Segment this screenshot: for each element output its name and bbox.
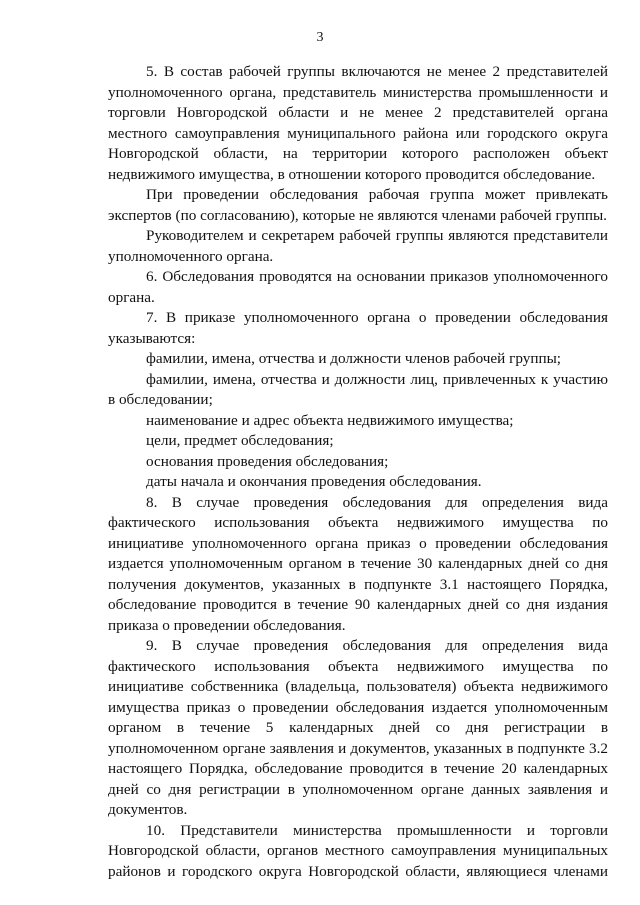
list-item-members: фамилии, имена, отчества и должности членов рабочей группы; bbox=[146, 350, 561, 367]
paragraph-8: 8. В случае проведения обследования для определения вида фактического использования объекта недвижимого имущества по инициативе уполномоченного органа приказ о проведении обследования издается уполномоченным органом в течение 30 календарных дней со дня получения документов, указанных в подпункте 3.1 настоящего Порядка, обследование проводится в течение 90 календарных дней со дня издания приказа о проведении обследования. bbox=[108, 493, 608, 634]
list-item-goals: цели, предмет обследования; bbox=[146, 432, 334, 449]
paragraph-5: 5. В состав рабочей группы включаются не менее 2 представителей уполномоченного органа, представитель министерства промышленности и торговли Новгородской области и не менее 2 представителей органа местного самоуправления муниципального района или городского округа Новгородской области, на территории которого расположен объект недвижимого имущества, в отношении которого проводится обследование. bbox=[108, 63, 608, 183]
list-item-object: наименование и адрес объекта недвижимого имущества; bbox=[146, 411, 514, 429]
list-item-grounds: основания проведения обследования; bbox=[146, 452, 389, 470]
paragraph-head-secretary: Руководителем и секретарем рабочей группы являются представители уполномоченного органа. bbox=[108, 227, 608, 265]
list-item-involved-persons: фамилии, имена, отчества и должности лиц, привлеченных к участию в обследовании; bbox=[108, 370, 608, 408]
paragraph-9: 9. В случае проведения обследования для определения вида фактического использования объекта недвижимого имущества по инициативе собственника (владельца, пользователя) объекта недвижимого имущества приказ о проведении обследования издается уполномоченным органом в течение 5 календарных дней со дня регистрации в уполномоченном органе заявления и документов, указанных в подпункте 3.2 настоящего Порядка, обследование проводится в течение 20 календарных дней со дня регистрации в уполномоченном органе данных заявления и документов. bbox=[108, 637, 608, 818]
list-item-dates: даты начала и окончания проведения обследования. bbox=[146, 473, 482, 490]
paragraph-10: 10. Представители министерства промышленности и торговли Новгородской области, органов местного самоуправления муниципальных районов и городского округа Новгородской области, являющиеся членами bbox=[108, 821, 608, 880]
paragraph-experts: При проведении обследования рабочая группа может привлекать экспертов (по согласованию), которые не являются членами рабочей группы. bbox=[108, 186, 608, 224]
page-number: 3 bbox=[316, 30, 324, 45]
paragraph-6: 6. Обследования проводятся на основании приказов уполномоченного органа. bbox=[108, 268, 608, 306]
document-body bbox=[108, 62, 608, 882]
paragraph-7: 7. В приказе уполномоченного органа о проведении обследования указываются: bbox=[108, 309, 608, 347]
